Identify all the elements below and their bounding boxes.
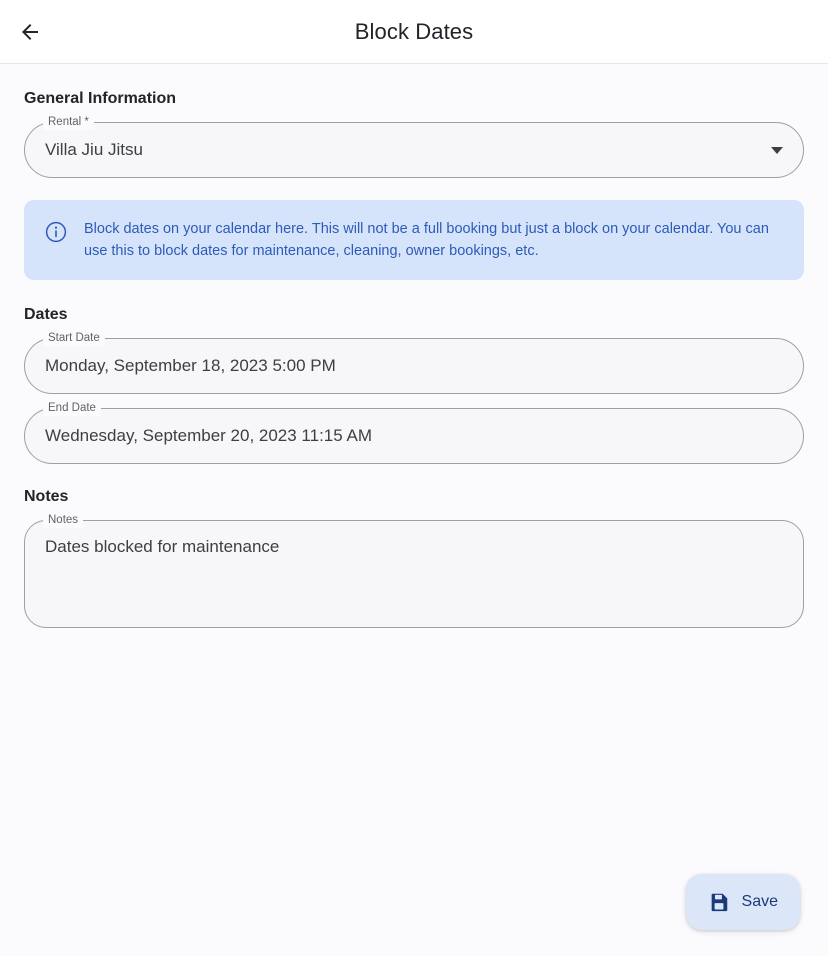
rental-value: Villa Jiu Jitsu bbox=[45, 140, 143, 159]
info-banner-text: Block dates on your calendar here. This will not be a full booking but just a block on your calendar. You can use this to block dates for maintenance, cleaning, owner bookings, etc. bbox=[84, 221, 769, 259]
start-date-label: Start Date bbox=[43, 331, 105, 346]
section-title-dates: Dates bbox=[24, 306, 68, 323]
end-date-value: Wednesday, September 20, 2023 11:15 AM bbox=[45, 426, 372, 445]
form-content bbox=[0, 64, 828, 956]
arrow-left-icon bbox=[18, 20, 42, 44]
notes-value: Dates blocked for maintenance bbox=[45, 537, 280, 556]
end-date-field[interactable] bbox=[24, 402, 804, 464]
page-title: Block Dates bbox=[354, 18, 474, 44]
back-button[interactable] bbox=[6, 8, 54, 56]
section-title-general: General Information bbox=[24, 90, 177, 107]
end-date-label: End Date bbox=[43, 401, 101, 416]
notes-label: Notes bbox=[43, 513, 83, 528]
app-bar bbox=[0, 0, 828, 64]
rental-select[interactable] bbox=[24, 116, 804, 178]
rental-label: Rental * bbox=[43, 115, 94, 130]
start-date-value: Monday, September 18, 2023 5:00 PM bbox=[45, 356, 336, 375]
info-banner bbox=[24, 200, 804, 280]
save-button-label: Save bbox=[741, 893, 778, 910]
info-circle-icon bbox=[44, 220, 68, 249]
start-date-field[interactable] bbox=[24, 332, 804, 394]
floppy-disk-icon bbox=[708, 891, 730, 913]
save-button[interactable] bbox=[686, 874, 800, 930]
section-title-notes: Notes bbox=[24, 488, 69, 505]
chevron-down-icon bbox=[771, 147, 783, 154]
notes-input[interactable] bbox=[24, 514, 804, 628]
